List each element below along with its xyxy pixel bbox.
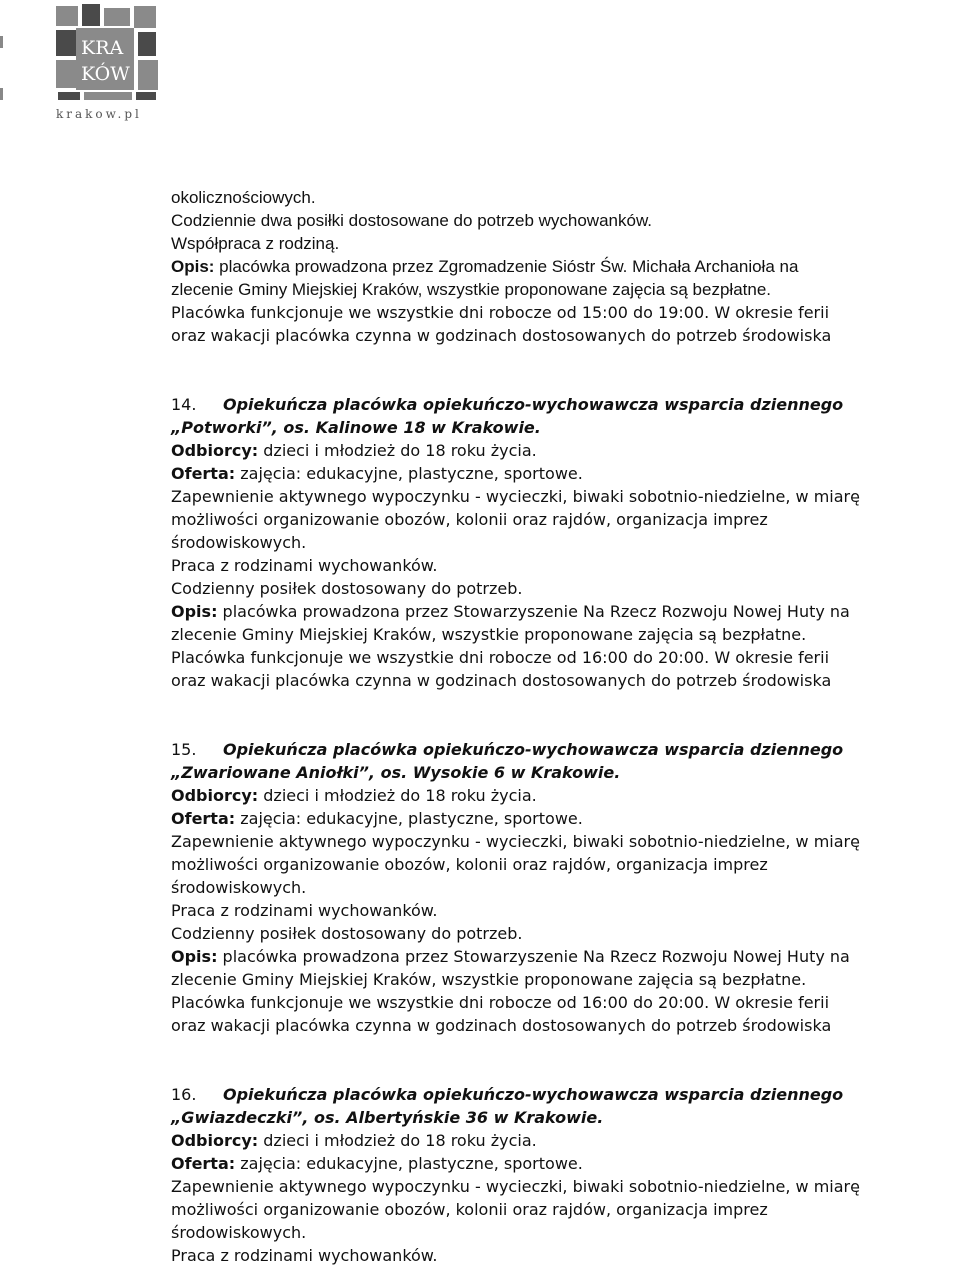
text-line: Współpraca z rodziną.	[171, 234, 340, 253]
oferta-text: zajęcia: edukacyjne, plastyczne, sportowe.	[235, 1154, 583, 1173]
odbiorcy-text: dzieci i młodzież do 18 roku życia.	[258, 1131, 537, 1150]
text-line: Codzienny posiłek dostosowany do potrzeb.	[171, 924, 523, 943]
entry-title-text: Opiekuńcza placówka opiekuńczo-wychowawcza wsparcia dziennego	[223, 1085, 844, 1104]
text-line: Zapewnienie aktywnego wypoczynku - wycieczki, biwaki sobotnio-niedzielne, w miarę	[171, 487, 860, 506]
odbiorcy-label: Odbiorcy:	[171, 786, 259, 805]
edge-mark	[0, 88, 3, 100]
logo-url: krakow.pl	[56, 107, 142, 121]
facility-entry	[171, 393, 960, 692]
oferta-line	[171, 462, 960, 485]
oferta-text: zajęcia: edukacyjne, plastyczne, sportowe.	[235, 464, 583, 483]
odbiorcy-text: dzieci i młodzież do 18 roku życia.	[258, 441, 537, 460]
text-line: Placówka funkcjonuje we wszystkie dni robocze od 15:00 do 19:00. W okresie ferii	[171, 303, 830, 322]
text-line: środowiskowych.	[171, 533, 307, 552]
facility-entry	[171, 738, 960, 1037]
logo-line-2: KÓW	[81, 63, 130, 85]
odbiorcy-line	[171, 784, 960, 807]
document-body	[171, 186, 960, 1267]
oferta-text: zajęcia: edukacyjne, plastyczne, sportowe.	[235, 809, 583, 828]
entry-number: 16.	[171, 1085, 197, 1104]
entry-number: 15.	[171, 740, 197, 759]
entry-title-text: Opiekuńcza placówka opiekuńczo-wychowawcza wsparcia dziennego	[223, 740, 844, 759]
text-line: Codziennie dwa posiłki dostosowane do potrzeb wychowanków.	[171, 211, 653, 230]
oferta-label: Oferta:	[171, 809, 236, 828]
text-line: Praca z rodzinami wychowanków.	[171, 556, 438, 575]
opis-label: Opis:	[171, 257, 215, 276]
opis-label: Opis:	[171, 602, 218, 621]
entry-title	[171, 1083, 960, 1106]
opis-text: placówka prowadzona przez Zgromadzenie Sióstr Św. Michała Archanioła na	[214, 257, 799, 276]
opis-line	[171, 255, 960, 278]
odbiorcy-label: Odbiorcy:	[171, 1131, 259, 1150]
odbiorcy-line	[171, 439, 960, 462]
text-line: okolicznościowych.	[171, 188, 316, 207]
text-line: Codzienny posiłek dostosowany do potrzeb.	[171, 579, 523, 598]
odbiorcy-text: dzieci i młodzież do 18 roku życia.	[258, 786, 537, 805]
facility-entry	[171, 1083, 960, 1267]
opis-line	[171, 945, 960, 968]
krakow-logo	[0, 0, 170, 125]
logo-line-1: KRA	[81, 37, 124, 59]
entry-number: 14.	[171, 395, 197, 414]
opis-text: placówka prowadzona przez Stowarzyszenie Na Rzecz Rozwoju Nowej Huty na	[217, 947, 850, 966]
text-line: Placówka funkcjonuje we wszystkie dni robocze od 16:00 do 20:00. W okresie ferii	[171, 993, 830, 1012]
entry-title-text: Opiekuńcza placówka opiekuńczo-wychowawcza wsparcia dziennego	[223, 395, 844, 414]
text-line: Zapewnienie aktywnego wypoczynku - wycieczki, biwaki sobotnio-niedzielne, w miarę	[171, 1177, 860, 1196]
oferta-label: Oferta:	[171, 464, 236, 483]
text-line: oraz wakacji placówka czynna w godzinach dostosowanych do potrzeb środowiska	[171, 1016, 832, 1035]
text-line: zlecenie Gminy Miejskiej Kraków, wszystkie proponowane zajęcia są bezpłatne.	[171, 280, 772, 299]
text-line: zlecenie Gminy Miejskiej Kraków, wszystkie proponowane zajęcia są bezpłatne.	[171, 625, 807, 644]
edge-mark	[0, 36, 3, 48]
oferta-label: Oferta:	[171, 1154, 236, 1173]
oferta-line	[171, 807, 960, 830]
text-line: Praca z rodzinami wychowanków.	[171, 901, 438, 920]
odbiorcy-line	[171, 1129, 960, 1152]
text-line: możliwości organizowanie obozów, kolonii oraz rajdów, organizacja imprez	[171, 1200, 768, 1219]
text-line: Praca z rodzinami wychowanków.	[171, 1246, 438, 1265]
oferta-line	[171, 1152, 960, 1175]
text-line: zlecenie Gminy Miejskiej Kraków, wszystkie proponowane zajęcia są bezpłatne.	[171, 970, 807, 989]
opis-label: Opis:	[171, 947, 218, 966]
text-line: środowiskowych.	[171, 878, 307, 897]
entry-subtitle: „Zwariowane Aniołki”, os. Wysokie 6 w Krakowie.	[171, 763, 621, 782]
text-line: oraz wakacji placówka czynna w godzinach dostosowanych do potrzeb środowiska	[171, 326, 832, 345]
entry-title	[171, 738, 960, 761]
text-line: możliwości organizowanie obozów, kolonii oraz rajdów, organizacja imprez	[171, 510, 768, 529]
text-line: Placówka funkcjonuje we wszystkie dni robocze od 16:00 do 20:00. W okresie ferii	[171, 648, 830, 667]
odbiorcy-label: Odbiorcy:	[171, 441, 259, 460]
entry-subtitle: „Potworki”, os. Kalinowe 18 w Krakowie.	[171, 418, 541, 437]
opis-text: placówka prowadzona przez Stowarzyszenie Na Rzecz Rozwoju Nowej Huty na	[217, 602, 850, 621]
opis-line	[171, 600, 960, 623]
text-line: środowiskowych.	[171, 1223, 307, 1242]
entry-title	[171, 393, 960, 416]
text-line: możliwości organizowanie obozów, kolonii oraz rajdów, organizacja imprez	[171, 855, 768, 874]
text-line: Zapewnienie aktywnego wypoczynku - wycieczki, biwaki sobotnio-niedzielne, w miarę	[171, 832, 860, 851]
entry-subtitle: „Gwiazdeczki”, os. Albertyńskie 36 w Krakowie.	[171, 1108, 604, 1127]
text-line: oraz wakacji placówka czynna w godzinach dostosowanych do potrzeb środowiska	[171, 671, 832, 690]
